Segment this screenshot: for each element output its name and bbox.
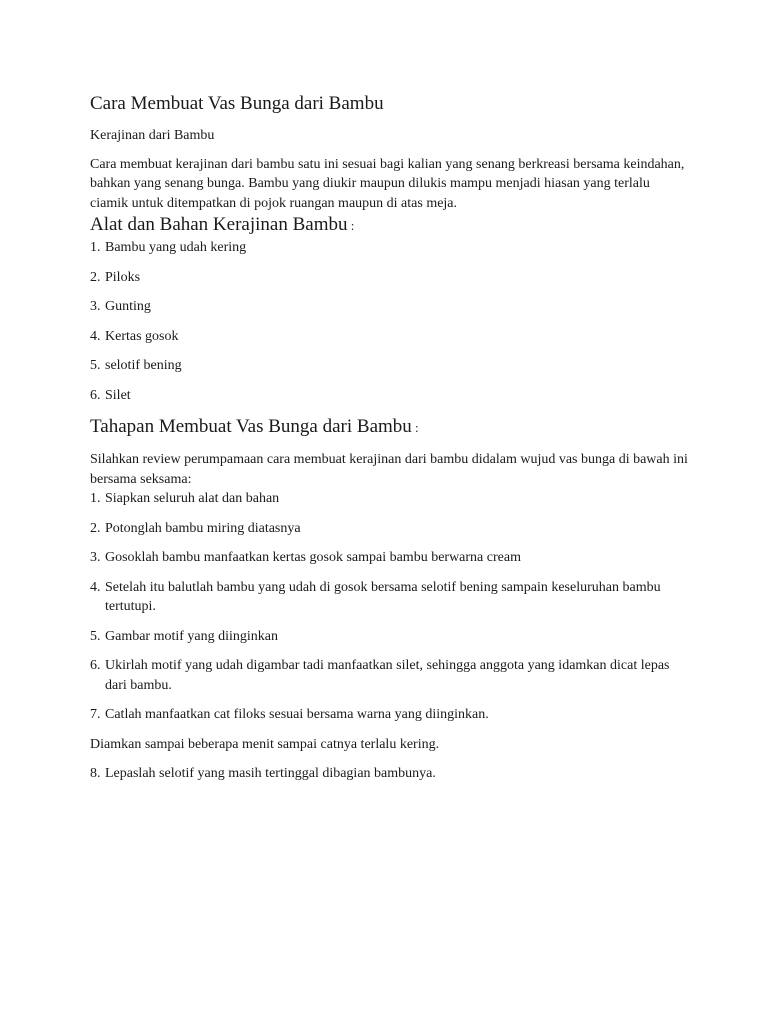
intro-paragraph: Cara membuat kerajinan dari bambu satu ini sesuai bagi kalian yang senang berkreasi bersama keindahan, bahkan yang senang bunga. Bambu yang diukir maupun dilukis mampu menjadi hiasan yang terlalu ciamik untuk ditempatkan di pojok ruangan maupun di atas meja. (90, 156, 685, 211)
list-item (90, 705, 690, 725)
list-number: 1. (90, 240, 101, 255)
list-item (90, 519, 690, 539)
list-text: Ukirlah motif yang udah digambar tadi manfaatkan silet, sehingga anggota yang idamkan dicat lepas dari bambu. (105, 658, 670, 693)
list-number: 6. (90, 387, 101, 403)
list-number: 7. (90, 707, 101, 722)
section-heading-tools (90, 213, 690, 238)
list-item (90, 764, 690, 784)
list-item (90, 656, 690, 695)
list-number: 5. (90, 628, 101, 644)
list-text: Setelah itu balutlah bambu yang udah di gosok bersama selotif bening sampain keseluruhan bambu tertutupi. (105, 579, 661, 614)
list-text: Catlah manfaatkan cat filoks sesuai bersama warna yang diinginkan. (105, 707, 489, 722)
list-number: 2. (90, 520, 101, 536)
list-item (90, 578, 690, 617)
list-number: 8. (90, 766, 101, 781)
section-heading-steps (90, 415, 690, 440)
list-text: Gunting (105, 299, 151, 314)
steps-list (90, 489, 690, 725)
list-number: 3. (90, 299, 101, 314)
list-number: 1. (90, 491, 101, 506)
list-text: selotif bening (105, 358, 182, 373)
steps-intro-paragraph: Silahkan review perumpamaan cara membuat kerajinan dari bambu didalam wujud vas bunga di bawah ini bersama seksama: (90, 452, 688, 487)
note-paragraph: Diamkan sampai beberapa menit sampai catnya terlalu kering. (90, 736, 440, 752)
list-number: 2. (90, 269, 101, 285)
section-heading-text: Alat dan Bahan Kerajinan Bambu (90, 214, 348, 235)
list-number: 4. (90, 579, 101, 595)
list-number: 5. (90, 358, 101, 373)
subtitle: Kerajinan dari Bambu (90, 128, 215, 143)
list-item (90, 356, 690, 376)
heading-colon: : (411, 420, 419, 435)
page-title: Cara Membuat Vas Bunga dari Bambu (90, 93, 384, 114)
section-heading-text: Tahapan Membuat Vas Bunga dari Bambu (90, 416, 412, 437)
list-item (90, 238, 690, 258)
list-text: Gosoklah bambu manfaatkan kertas gosok sampai bambu berwarna cream (105, 550, 521, 565)
list-item (90, 268, 690, 288)
list-item (90, 327, 690, 347)
list-number: 6. (90, 658, 101, 673)
list-item (90, 297, 690, 317)
tools-list (90, 238, 690, 405)
list-item (90, 548, 690, 568)
list-text: Kertas gosok (105, 328, 179, 344)
list-text: Bambu yang udah kering (105, 240, 247, 255)
final-step-list (90, 764, 690, 784)
list-item (90, 627, 690, 647)
list-text: Siapkan seluruh alat dan bahan (105, 491, 280, 506)
list-text: Potonglah bambu miring diatasnya (105, 520, 301, 536)
list-number: 4. (90, 328, 101, 344)
list-number: 3. (90, 550, 101, 565)
list-text: Gambar motif yang diinginkan (105, 628, 279, 644)
list-text: Piloks (105, 269, 141, 285)
list-text: Lepaslah selotif yang masih tertinggal dibagian bambunya. (105, 766, 436, 781)
list-text: Silet (105, 387, 131, 403)
heading-colon: : (347, 218, 355, 233)
list-item (90, 386, 690, 406)
document-page (90, 92, 690, 784)
list-item (90, 489, 690, 509)
